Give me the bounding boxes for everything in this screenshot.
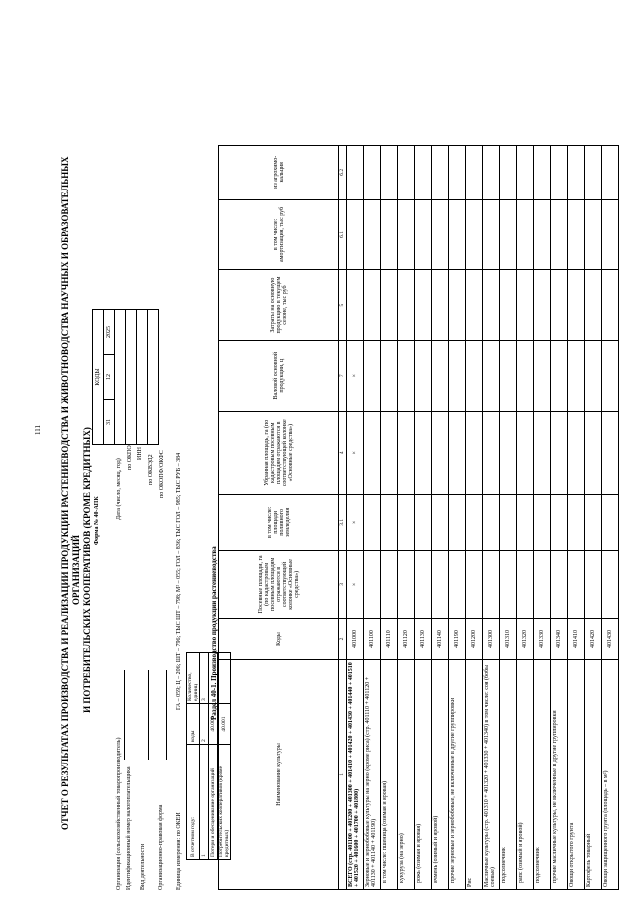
row-code: 401330 bbox=[534, 619, 551, 660]
row-crop-name: рожь (озимая и яровая) bbox=[415, 659, 432, 889]
row-cell bbox=[500, 146, 517, 200]
table-row bbox=[381, 146, 398, 890]
row-cell bbox=[398, 495, 415, 551]
row-cell bbox=[500, 199, 517, 270]
row-cell bbox=[534, 411, 551, 494]
row-cell bbox=[483, 146, 500, 200]
row-cell bbox=[398, 550, 415, 619]
table-row bbox=[500, 146, 517, 890]
row-cell bbox=[568, 411, 585, 494]
row-cell bbox=[364, 146, 381, 200]
row-cell bbox=[534, 550, 551, 619]
colnum-6-2: 6.2 bbox=[339, 146, 347, 200]
table-row bbox=[483, 146, 500, 890]
row-cell: × bbox=[347, 411, 364, 494]
row-code: 401140 bbox=[432, 619, 449, 660]
row-crop-name: кукуруза (на зерно) bbox=[398, 659, 415, 889]
table-row bbox=[568, 146, 585, 890]
row-cell bbox=[517, 270, 534, 341]
row-code: 401420 bbox=[585, 619, 602, 660]
row-cell bbox=[602, 270, 619, 341]
row-cell bbox=[483, 340, 500, 411]
row-cell bbox=[432, 340, 449, 411]
row-cell bbox=[585, 340, 602, 411]
page-number: 111 bbox=[34, 425, 42, 435]
col-header-harvested-area: Убранная площадь, га (по кадастровым посевным площадям отражаются в соответствующей колонке «Основные средства») bbox=[219, 411, 339, 494]
col-header-gross-yield: Валовой основной продукции, ц bbox=[219, 340, 339, 411]
row-cell: × bbox=[347, 550, 364, 619]
row-cell bbox=[534, 340, 551, 411]
org-name-line bbox=[124, 670, 125, 760]
row-cell bbox=[534, 199, 551, 270]
row-crop-name: подсолнечник bbox=[534, 659, 551, 889]
label-inn: ИНН bbox=[137, 447, 143, 460]
col-header-crop-name: Наименование культуры bbox=[219, 659, 339, 889]
row-cell bbox=[415, 199, 432, 270]
row-cell bbox=[551, 146, 568, 200]
row-cell bbox=[347, 199, 364, 270]
row-cell bbox=[415, 270, 432, 341]
code-inn bbox=[126, 310, 137, 445]
row-cell bbox=[602, 340, 619, 411]
col-header-code: Коды bbox=[219, 619, 339, 660]
row-cell: × bbox=[347, 340, 364, 411]
row-code: 401430 bbox=[602, 619, 619, 660]
label-okpo: по ОКПО bbox=[127, 445, 133, 470]
row-cell bbox=[534, 495, 551, 551]
colnum-6-1: 6.1 bbox=[339, 199, 347, 270]
row-cell bbox=[432, 270, 449, 341]
row-cell bbox=[449, 146, 466, 200]
row-cell bbox=[466, 146, 483, 200]
col-header-sown-area: Посевные площади, га (по кадастровым посевным площадям отражаются в соответствующей колонке «Основные средства») bbox=[219, 550, 339, 619]
colnum-3: 3 bbox=[339, 550, 347, 619]
row-cell bbox=[500, 411, 517, 494]
code-year: 2025 bbox=[104, 310, 115, 355]
row-crop-name: ячмень (озимый и яровой) bbox=[432, 659, 449, 889]
table-body bbox=[347, 146, 619, 890]
row-cell bbox=[585, 495, 602, 551]
row-cell bbox=[551, 495, 568, 551]
row-cell bbox=[364, 340, 381, 411]
row-cell bbox=[517, 411, 534, 494]
ry-header-name: В отчетном году: bbox=[187, 745, 200, 860]
row-cell bbox=[432, 550, 449, 619]
row-cell bbox=[568, 199, 585, 270]
row-cell bbox=[585, 411, 602, 494]
row-code: 401300 bbox=[483, 619, 500, 660]
codes-header: КОДЫ bbox=[93, 310, 104, 445]
row-cell bbox=[517, 146, 534, 200]
row-cell bbox=[381, 270, 398, 341]
okei-label: Единица измерения: по ОКЕИ bbox=[176, 812, 182, 890]
row-cell bbox=[551, 550, 568, 619]
row-cell bbox=[466, 495, 483, 551]
row-code: 401000 bbox=[347, 619, 364, 660]
row-crop-name: ВСЕГО (стр. 401100 + 401200 + 401300 + 401410 + 401420 + 401430 + 401440 + 401510 + 401520 + 401600 + 401700 + 401800) bbox=[347, 659, 364, 889]
row-cell bbox=[568, 270, 585, 341]
row-cell bbox=[364, 411, 381, 494]
legal-form-label: Организационно-правовая форма bbox=[158, 804, 164, 890]
colnum-5: 5 bbox=[339, 270, 347, 341]
row-cell bbox=[534, 146, 551, 200]
col-header-irrigated: в том числе: площади поливного земледелия bbox=[219, 495, 339, 551]
code-okpo bbox=[115, 310, 126, 445]
ry-row1-code: 40.000 bbox=[209, 704, 218, 745]
colnum-3-1: 3.1 bbox=[339, 495, 347, 551]
col-header-fertilizers: из агрохимо-кальция bbox=[219, 146, 339, 200]
colnum-7: 7 bbox=[339, 340, 347, 411]
row-cell bbox=[568, 146, 585, 200]
row-cell bbox=[398, 199, 415, 270]
row-cell bbox=[500, 550, 517, 619]
row-crop-name: Картофель товарный bbox=[585, 659, 602, 889]
row-cell bbox=[602, 411, 619, 494]
row-code: 401410 bbox=[568, 619, 585, 660]
row-cell bbox=[381, 411, 398, 494]
row-cell bbox=[398, 146, 415, 200]
row-cell bbox=[432, 495, 449, 551]
row-crop-name: Рис bbox=[466, 659, 483, 889]
table-row bbox=[602, 146, 619, 890]
row-cell bbox=[483, 495, 500, 551]
ry-row2-code: 40.001 bbox=[218, 704, 231, 745]
table-row bbox=[517, 146, 534, 890]
row-code: 401100 bbox=[364, 619, 381, 660]
table-row bbox=[585, 146, 602, 890]
row-cell bbox=[466, 411, 483, 494]
row-code: 401320 bbox=[517, 619, 534, 660]
row-cell bbox=[483, 411, 500, 494]
table-row bbox=[534, 146, 551, 890]
row-crop-name: рапс (озимый и яровой) bbox=[517, 659, 534, 889]
report-title-line1: ОТЧЕТ О РЕЗУЛЬТАТАХ ПРОИЗВОДСТВА И РЕАЛИЗАЦИИ ПРОДУКЦИИ РАСТЕНИЕВОДСТВА И ЖИВОТНОВОДСТВА НАУЧНЫХ И ОБРАЗОВАТЕЛЬНЫХ bbox=[60, 156, 70, 830]
ry-row2-name: Потребительских кооперативов (кроме кредитных) bbox=[218, 745, 231, 860]
code-okved bbox=[137, 310, 148, 445]
ry-header-code: коды bbox=[187, 704, 200, 745]
org-name-label: Организация (сельскохозяйственный товаропроизводитель) bbox=[116, 737, 122, 890]
row-cell bbox=[551, 340, 568, 411]
okei-units: ГА – 059; Ц – 206; ШТ – 796; ТЫС ШТ – 798; М² – 055; ГОЛ – 836; ТЫС ГОЛ – 985; ТЫС РУБ – 384 bbox=[176, 452, 182, 710]
row-cell bbox=[551, 411, 568, 494]
table-row bbox=[364, 146, 381, 890]
row-cell bbox=[347, 146, 364, 200]
row-cell bbox=[483, 199, 500, 270]
row-cell bbox=[602, 550, 619, 619]
row-code: 401200 bbox=[466, 619, 483, 660]
table-row bbox=[415, 146, 432, 890]
section-title: Раздел 40-1. Производство продукции растениеводства bbox=[210, 546, 218, 720]
row-cell bbox=[415, 550, 432, 619]
row-cell bbox=[432, 411, 449, 494]
row-code: 401130 bbox=[415, 619, 432, 660]
row-code: 401120 bbox=[398, 619, 415, 660]
row-cell bbox=[568, 550, 585, 619]
row-cell bbox=[381, 550, 398, 619]
label-okopf: по ОКОПФ/ОКФС bbox=[159, 450, 165, 498]
table-row bbox=[466, 146, 483, 890]
row-cell bbox=[381, 340, 398, 411]
code-okopf bbox=[148, 310, 159, 445]
row-cell bbox=[466, 270, 483, 341]
row-cell bbox=[364, 270, 381, 341]
row-cell bbox=[585, 270, 602, 341]
row-crop-name: Овощи защищенного грунта (площадь – в м²) bbox=[602, 659, 619, 889]
row-crop-name: Масличные культуры (стр. 401310 + 401320 + 401330 + 401340) в том числе: соя (бобы соевые) bbox=[483, 659, 500, 889]
row-cell bbox=[415, 495, 432, 551]
label-date: Дата (число, месяц, год) bbox=[116, 458, 122, 520]
legal-form-line bbox=[166, 670, 167, 760]
row-cell bbox=[602, 199, 619, 270]
row-cell bbox=[398, 340, 415, 411]
row-cell bbox=[517, 495, 534, 551]
row-cell bbox=[364, 550, 381, 619]
row-code: 401110 bbox=[381, 619, 398, 660]
row-cell bbox=[568, 340, 585, 411]
row-cell bbox=[398, 411, 415, 494]
row-cell bbox=[364, 495, 381, 551]
row-cell: × bbox=[347, 495, 364, 551]
ry-row1-name: Потери и обесценивание организаций bbox=[209, 745, 218, 860]
row-cell bbox=[449, 550, 466, 619]
colnum-2: 2 bbox=[339, 619, 347, 660]
row-cell bbox=[364, 199, 381, 270]
inn-label: Идентификационный номер налогоплательщика bbox=[126, 766, 132, 890]
row-cell bbox=[466, 340, 483, 411]
row-cell bbox=[517, 550, 534, 619]
table-row bbox=[432, 146, 449, 890]
row-crop-name: в том числе: пшеница (озимая и яровая) bbox=[381, 659, 398, 889]
row-cell bbox=[449, 270, 466, 341]
row-cell bbox=[517, 340, 534, 411]
row-crop-name: Зерновые и зернобобовые культуры на зерно (кроме риса) (стр. 401110 + 401120 + 401130 + 401140 + 401190) bbox=[364, 659, 381, 889]
row-cell bbox=[398, 270, 415, 341]
row-crop-name: Овощи открытого грунта bbox=[568, 659, 585, 889]
row-cell bbox=[585, 550, 602, 619]
ry-colnum-3: 3 bbox=[200, 653, 209, 704]
row-cell bbox=[449, 411, 466, 494]
row-code: 401340 bbox=[551, 619, 568, 660]
ry-colnum-1: 1 bbox=[200, 745, 209, 860]
colnum-1: 1 bbox=[339, 659, 347, 889]
row-cell bbox=[381, 146, 398, 200]
colnum-4: 4 bbox=[339, 411, 347, 494]
row-cell bbox=[449, 495, 466, 551]
report-title-line2: ОРГАНИЗАЦИЙ bbox=[71, 535, 81, 605]
row-code: 401190 bbox=[449, 619, 466, 660]
row-code: 401310 bbox=[500, 619, 517, 660]
row-cell bbox=[500, 340, 517, 411]
row-cell bbox=[381, 495, 398, 551]
codes-table bbox=[92, 309, 159, 445]
row-cell bbox=[415, 146, 432, 200]
row-cell bbox=[449, 340, 466, 411]
row-cell bbox=[381, 199, 398, 270]
row-cell bbox=[432, 146, 449, 200]
label-okved: по ОКВЭД2 bbox=[148, 454, 154, 485]
col-header-depreciation: в том числе: амортизация, тыс руб bbox=[219, 199, 339, 270]
row-cell bbox=[500, 270, 517, 341]
main-data-table bbox=[218, 145, 619, 890]
table-row bbox=[347, 146, 364, 890]
row-cell bbox=[568, 495, 585, 551]
row-cell bbox=[432, 199, 449, 270]
row-cell bbox=[602, 495, 619, 551]
row-cell bbox=[466, 199, 483, 270]
row-cell bbox=[551, 199, 568, 270]
row-cell bbox=[551, 270, 568, 341]
rotated-form-sheet bbox=[30, 90, 613, 890]
ry-colnum-2: 2 bbox=[200, 704, 209, 745]
row-crop-name: прочие масличные культуры, не включенные в другие группировки bbox=[551, 659, 568, 889]
table-row bbox=[551, 146, 568, 890]
row-cell bbox=[483, 550, 500, 619]
row-cell bbox=[517, 199, 534, 270]
row-cell bbox=[500, 495, 517, 551]
table-row bbox=[449, 146, 466, 890]
ry-header-count: Количество, единиц bbox=[187, 653, 200, 704]
row-cell bbox=[449, 199, 466, 270]
code-day: 31 bbox=[104, 400, 115, 445]
table-row bbox=[398, 146, 415, 890]
row-cell bbox=[534, 270, 551, 341]
row-cell bbox=[415, 340, 432, 411]
row-cell bbox=[602, 146, 619, 200]
report-title-line3: И ПОТРЕБИТЕЛЬСКИХ КООПЕРАТИВОВ (КРОМЕ КРЕДИТНЫХ) bbox=[82, 427, 92, 713]
row-crop-name: подсолнечник bbox=[500, 659, 517, 889]
activity-label: Вид деятельности bbox=[140, 843, 146, 890]
row-cell bbox=[585, 146, 602, 200]
row-cell bbox=[347, 270, 364, 341]
row-cell bbox=[585, 199, 602, 270]
activity-line bbox=[148, 670, 149, 760]
row-crop-name: прочие зерновые и зернобобовые, не включенные в другие группировки bbox=[449, 659, 466, 889]
row-cell bbox=[483, 270, 500, 341]
code-month: 12 bbox=[104, 355, 115, 400]
row-cell bbox=[466, 550, 483, 619]
col-header-costs: Затраты на основную продукцию в текущем сезоне, тыс руб bbox=[219, 270, 339, 341]
row-cell bbox=[415, 411, 432, 494]
form-name: Форма № 40-АПК bbox=[94, 496, 100, 545]
